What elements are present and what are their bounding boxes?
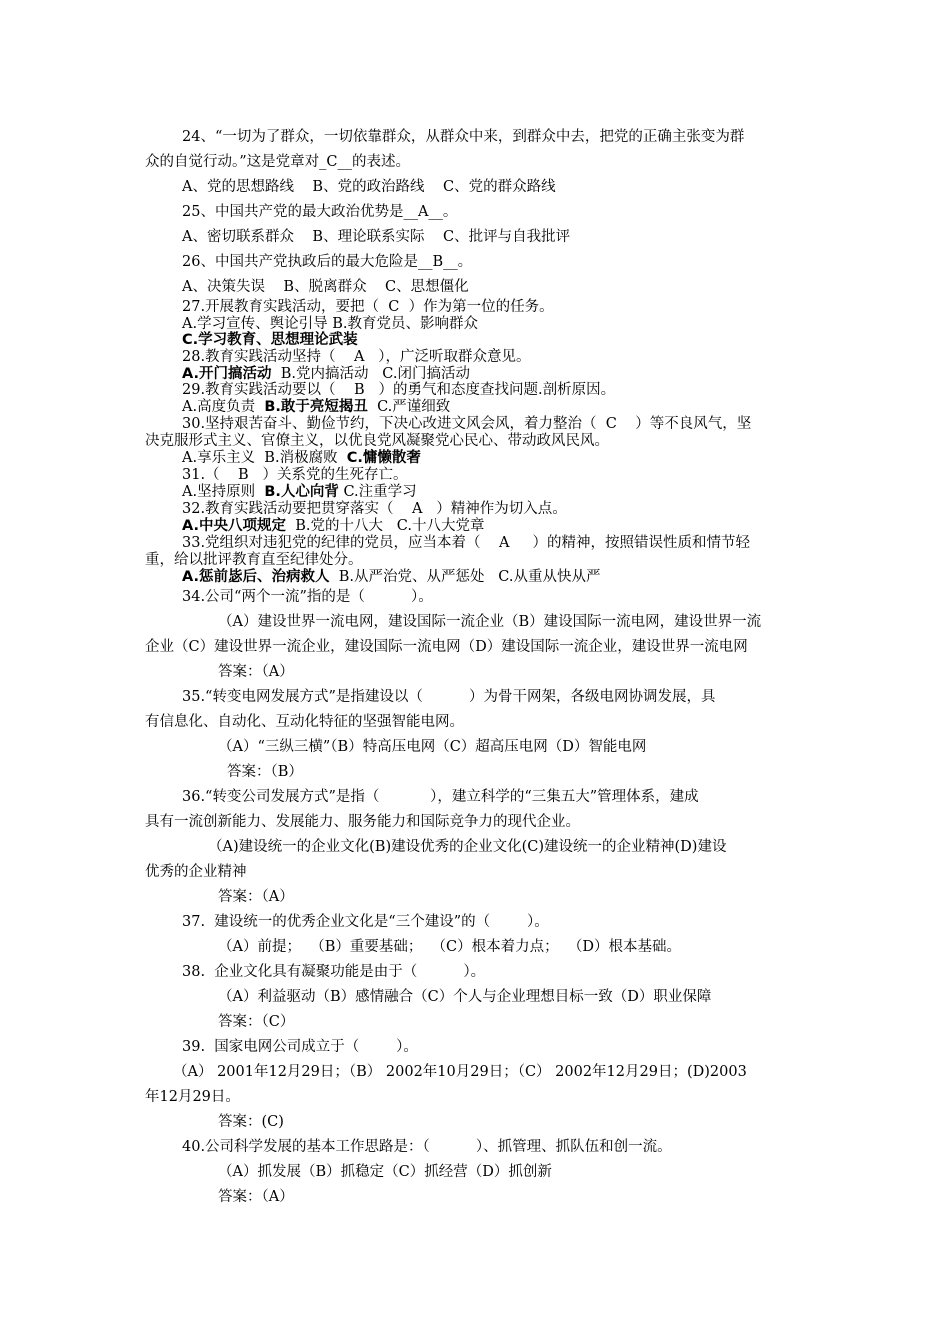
question-26-options: A、决策失误 B、脱离群众 C、思想僵化 [182,279,469,295]
question-36-line-2: 具有一流创新能力、发展能力、服务能力和国际竞争力的现代企业。 [145,814,580,830]
question-36-line-1: 36.“转变公司发展方式”是指（ ），建立科学的“三集五大”管理体系，建成 [182,789,699,805]
question-36-answer: 答案：（A） [218,889,294,905]
question-31: 31.（ B ）关系党的生死存亡。 [182,467,408,483]
question-31-options [182,483,417,501]
question-40-options: （A）抓发展（B）抓稳定（C）抓经营（D）抓创新 [218,1164,552,1180]
question-34-options-line-2: 企业（C）建设世界一流企业，建设国际一流电网（D）建设国际一流企业，建设世界一流电网 [145,639,748,655]
question-38: 38. 企业文化具有凝聚功能是由于（ ）。 [182,964,486,980]
question-28-other-options: B.党内搞活动 C.闭门搞活动 [271,366,470,382]
question-39-options-line-1: （A） 2001年12月29日；（B） 2002年10月29日；（C） 2002年12月29日；(D)2003 [173,1064,747,1080]
question-30-line-1: 30.坚持艰苦奋斗、勤俭节约，下决心改进文风会风，着力整治（ C ）等不良风气，坚 [182,416,752,432]
question-30-options [182,449,421,467]
question-39-answer: 答案：(C) [218,1114,284,1130]
question-38-answer: 答案：（C） [218,1014,295,1030]
question-36-options-line-1: （A)建设统一的企业文化(B)建设优秀的企业文化(C)建设统一的企业精神(D)建设 [208,839,727,855]
question-35-line-1: 35.“转变电网发展方式”是指建设以（ ）为骨干网架，各级电网协调发展，具 [182,689,716,705]
question-33-answer: A.惩前毖后、治病救人 [182,569,330,585]
question-27: 27.开展教育实践活动，要把（ C ）作为第一位的任务。 [182,299,554,315]
question-28: 28.教育实践活动坚持（ A ），广泛听取群众意见。 [182,349,531,365]
question-32-options [182,517,485,535]
question-36-options-line-2: 优秀的企业精神 [145,864,247,880]
question-33-other-options: B.从严治党、从严惩处 C.从重从快从严 [329,569,601,585]
question-39: 39. 国家电网公司成立于（ ）。 [182,1039,418,1055]
question-35-options: （A）“三纵三横”（B）特高压电网（C）超高压电网（D）智能电网 [218,739,647,755]
question-39-options-line-2: 年12月29日。 [145,1089,240,1105]
question-25: 25、中国共产党的最大政治优势是__A__。 [182,204,458,220]
question-24-line-2: 众的自觉行动。”这是党章对_C__的表述。 [145,154,411,170]
question-29-option-a: A.高度负责 [182,399,265,415]
question-31-answer: B.人心向背 [264,484,339,500]
question-24-line-1: 24、“一切为了群众，一切依靠群众，从群众中来，到群众中去，把党的正确主张变为群 [182,129,745,145]
question-35-line-2: 有信息化、自动化、互动化特征的坚强智能电网。 [145,714,464,730]
question-29-options [182,398,450,416]
question-34-options-line-1: （A）建设世界一流电网，建设国际一流企业（B）建设国际一流电网，建设世界一流 [218,614,762,630]
question-32-other-options: B.党的十八大 C.十八大党章 [286,518,485,534]
question-32: 32.教育实践活动要把贯穿落实（ A ）精神作为切入点。 [182,501,567,517]
question-33-line-1: 33.党组织对违犯党的纪律的党员，应当本着（ A ）的精神，按照错误性质和情节轻 [182,535,751,551]
question-30-answer: C.慵懒散奢 [346,450,421,466]
question-29-option-c: C.严谨细致 [367,399,451,415]
question-40: 40.公司科学发展的基本工作思路是：（ ）、抓管理、抓队伍和创一流。 [182,1139,672,1155]
question-27-answer: C.学习教育、思想理论武装 [182,332,358,348]
question-33-line-2: 重，给以批评教育直至纪律处分。 [145,552,363,568]
question-28-answer: A.开门搞活动 [182,366,272,382]
question-33-options [182,568,601,586]
question-32-answer: A.中央八项规定 [182,518,286,534]
question-38-options: （A）利益驱动（B）感情融合（C）个人与企业理想目标一致（D）职业保障 [218,989,712,1005]
question-37-options: （A）前提； （B）重要基础； （C）根本着力点； （D）根本基础。 [218,939,681,955]
question-35-answer: 答案：（B） [227,764,303,780]
question-30-line-2: 决克服形式主义、官僚主义，以优良党风凝聚党心民心、带动政风民风。 [145,433,609,449]
question-29: 29.教育实践活动要以（ B ）的勇气和态度查找问题.剖析原因。 [182,382,616,398]
question-31-option-c: C.注重学习 [338,484,417,500]
question-24-options: A、党的思想路线 B、党的政治路线 C、党的群众路线 [182,179,556,195]
question-31-option-a: A.坚持原则 [182,484,265,500]
question-27-options: A.学习宣传、舆论引导 B.教育党员、影响群众 [182,316,478,332]
question-40-answer: 答案：（A） [218,1189,294,1205]
question-37: 37. 建设统一的优秀企业文化是“三个建设”的（ ）。 [182,914,549,930]
question-26: 26、中国共产党执政后的最大危险是__B__。 [182,254,473,270]
question-34-answer: 答案：（A） [218,664,294,680]
question-30-other-options: A.享乐主义 B.消极腐败 [182,450,347,466]
question-29-answer: B.敢于亮短揭丑 [264,399,368,415]
question-34: 34.公司“两个一流”指的是（ ）。 [182,589,433,605]
question-25-options: A、密切联系群众 B、理论联系实际 C、批评与自我批评 [182,229,571,245]
